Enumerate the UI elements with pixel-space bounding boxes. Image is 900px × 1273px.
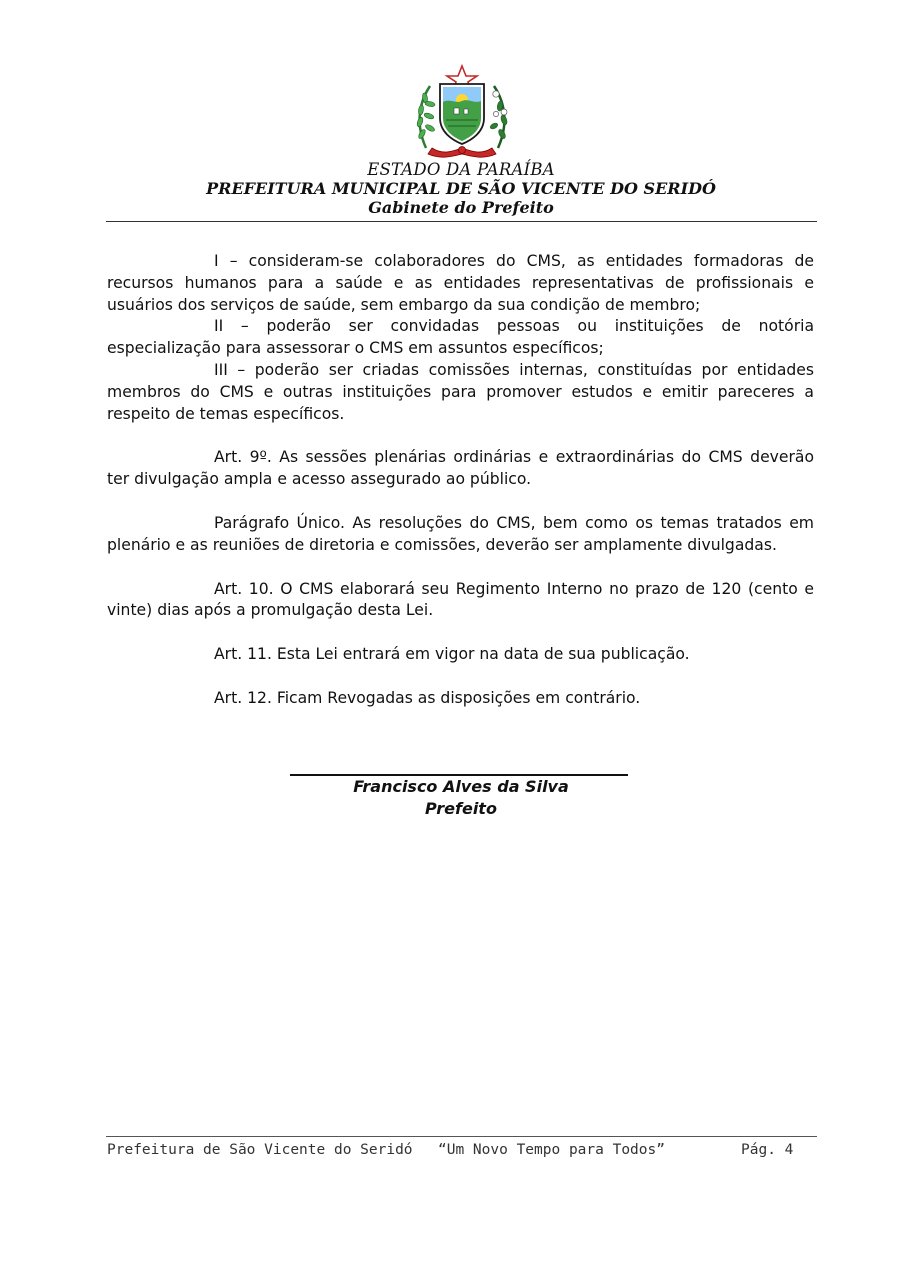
page-footer: [107, 1142, 807, 1162]
paragraph-unico: Parágrafo Único. As resoluções do CMS, bem como os temas tratados em plenário e as reuniões de diretoria e comissões, deverão ser amplamente divulgadas.: [107, 513, 814, 554]
paragraph-art-12: Art. 12. Ficam Revogadas as disposições em contrário.: [214, 688, 641, 707]
header-divider: [106, 221, 817, 222]
page-number: Pág. 4: [741, 1142, 794, 1158]
paragraph-art-10: Art. 10. O CMS elaborará seu Regimento Interno no prazo de 120 (cento e vinte) dias após a promulgação desta Lei.: [107, 579, 814, 620]
paragraph-item-ii: II – poderão ser convidadas pessoas ou instituições de notória especialização para assessorar o CMS em assuntos específicos;: [107, 317, 814, 358]
paragraph-art-9: Art. 9º. As sessões plenárias ordinárias e extraordinárias do CMS deverão ter divulgação ampla e acesso assegurado ao público.: [107, 448, 814, 489]
signatory-name: Francisco Alves da Silva: [353, 777, 569, 796]
signature-block: [106, 776, 816, 820]
footer-institution: Prefeitura de São Vicente do Seridó: [107, 1142, 413, 1158]
paragraph-item-i: I – consideram-se colaboradores do CMS, as entidades formadoras de recursos humanos para a saúde e as entidades representativas de profissionais e usuários dos serviços de saúde, sem embargo da sua condição de membro;: [107, 252, 814, 314]
footer-divider: [106, 1136, 817, 1137]
document-body: [107, 251, 814, 710]
signatory-title: Prefeito: [425, 799, 497, 818]
state-name: ESTADO DA PARAÍBA: [367, 160, 555, 179]
footer-motto: “Um Novo Tempo para Todos”: [438, 1142, 665, 1158]
coat-of-arms-icon: [410, 64, 514, 160]
document-header: [106, 160, 816, 217]
office-name: Gabinete do Prefeito: [368, 198, 554, 217]
paragraph-item-iii: III – poderão ser criadas comissões internas, constituídas por entidades membros do CMS e outras instituições para promover estudos e emitir pareceres a respeito de temas específicos.: [107, 360, 814, 423]
paragraph-art-11: Art. 11. Esta Lei entrará em vigor na data de sua publicação.: [214, 645, 690, 664]
prefecture-name: PREFEITURA MUNICIPAL DE SÃO VICENTE DO SERIDÓ: [206, 179, 716, 198]
